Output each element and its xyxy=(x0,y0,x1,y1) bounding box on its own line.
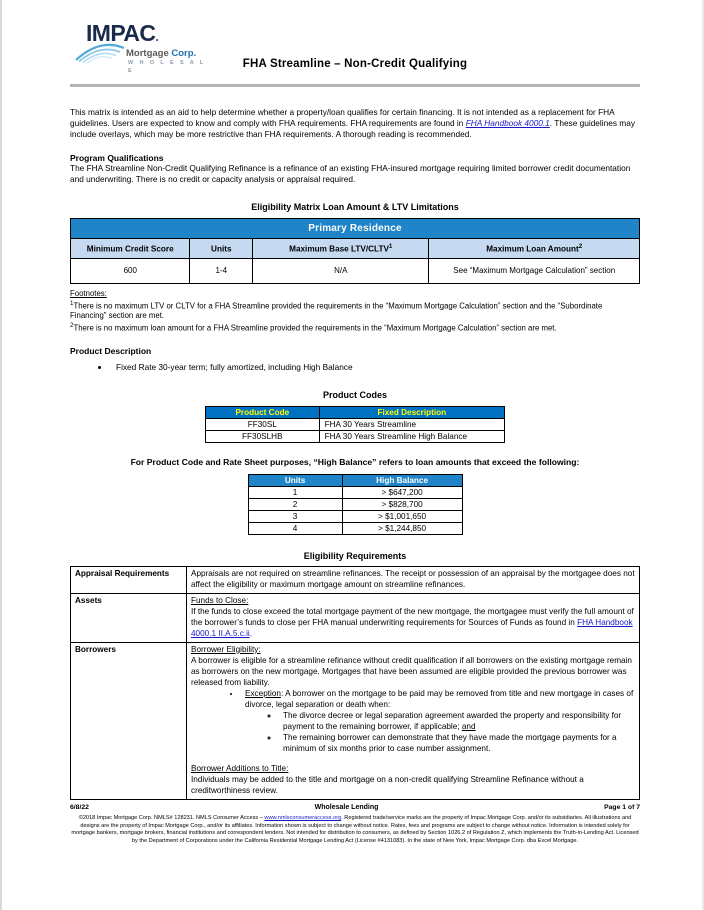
footer-date: 6/8/22 xyxy=(70,803,89,811)
program-qualifications-heading: Program Qualifications xyxy=(70,152,164,163)
product-description-list xyxy=(70,361,640,373)
table-row xyxy=(71,593,640,642)
intro-paragraph xyxy=(70,107,640,141)
high-balance-col-units: Units xyxy=(248,474,342,486)
footnote-2: $^2$There is no maximum loan amount for a FHA Streamline provided the requirements in the “Maximum Mortgage Calculation” section are met. xyxy=(70,322,557,333)
product-codes-header-row xyxy=(206,406,505,418)
list-item: • Fixed Rate 30-year term; fully amortized, including High Balance xyxy=(110,361,640,373)
eligibility-requirements-caption: Eligibility Requirements xyxy=(303,550,407,561)
product-desc-value: FHA 30 Years Streamline xyxy=(319,418,504,430)
spacer xyxy=(191,754,635,763)
borrower-exception-list xyxy=(191,688,635,754)
footer-legal-text xyxy=(70,815,640,845)
high-balance-amount: > $647,200 xyxy=(342,486,462,498)
matrix-value-loan-amount: See “Maximum Mortgage Calculation” section xyxy=(429,258,640,283)
row-label-appraisal: Appraisal Requirements xyxy=(71,566,187,593)
header-divider xyxy=(70,84,640,87)
high-balance-table xyxy=(248,474,463,535)
table-row xyxy=(71,642,640,799)
exception-label: Exception xyxy=(245,688,281,698)
footnotes-heading: Footnotes: xyxy=(70,288,107,298)
borrower-eligibility-body: A borrower is eligible for a streamline refinance without credit qualification if all borrowers on the existing mortgage remain as borrowers on the new mortgage. Mortgages that have been assumed are eligible provided the previous borrower was released from liability. xyxy=(191,655,632,687)
high-balance-units: 3 xyxy=(248,510,342,522)
table-row xyxy=(248,522,462,534)
table-row xyxy=(206,418,505,430)
table-row xyxy=(248,486,462,498)
matrix-value-ltv: N/A xyxy=(253,258,429,283)
fha-handbook-link[interactable]: FHA Handbook 4000.1 xyxy=(465,118,550,129)
high-balance-col-amount: High Balance xyxy=(342,474,462,486)
matrix-caption: Eligibility Matrix Loan Amount & LTV Limitations xyxy=(251,202,459,213)
product-codes-col-desc: Fixed Description xyxy=(319,406,504,418)
nmls-consumer-access-link[interactable]: www.nmlsconsumeraccess.org xyxy=(264,814,342,821)
borrower-additions-body: Individuals may be added to the title and mortgage on a non-credit qualifying Streamline Refinance without a creditworthiness review. xyxy=(191,774,584,795)
logo-brand-text: IMPAC. xyxy=(86,20,159,46)
borrower-additions-subheading: Borrower Additions to Title: xyxy=(191,763,289,773)
matrix-value-credit-score: 600 xyxy=(71,258,190,283)
product-codes-table xyxy=(205,406,505,443)
high-balance-amount: > $1,001,650 xyxy=(342,510,462,522)
assets-body: If the funds to close exceed the total mortgage payment of the new mortgage, the mortgagee must verify the full amount of the borrower’s funds to close per FHA manual underwriting requirements for Sources of Funds as found in FHA Handbook 4000.1 II.A.5.c.ii. xyxy=(191,606,634,638)
row-content-assets xyxy=(187,593,640,642)
eligibility-matrix-table xyxy=(70,218,640,284)
footer-page-number: Page 1 of 7 xyxy=(604,803,640,811)
table-row xyxy=(248,498,462,510)
matrix-band-row xyxy=(71,219,640,239)
high-balance-units: 2 xyxy=(248,498,342,510)
footnote-1: $^1$There is no maximum LTV or CLTV for a FHA Streamline provided the requirements in the “Maximum Mortgage Calculation” section and the “Subordinate Financing” section are met. xyxy=(70,299,603,321)
matrix-col-units: Units xyxy=(190,239,253,259)
row-label-assets: Assets xyxy=(71,593,187,642)
matrix-col-loan-amount: Maximum Loan Amount$^2$ xyxy=(429,239,640,259)
footer-center-label: Wholesale Lending xyxy=(314,803,379,811)
product-codes-caption: Product Codes xyxy=(322,389,387,400)
logo-wholesale-text: W H O L E S A L E xyxy=(128,60,206,74)
borrower-eligibility-subheading: Borrower Eligibility: xyxy=(191,644,261,654)
intro-text-part1: This matrix is intended as an aid to help determine whether a property/loan qualifies for certain financing. It is not intended as a replacement for FHA guidelines. Users are expected to know and comply with FHA requirements. FHA requirements are found in xyxy=(70,107,615,129)
legal-text-post: . Registered trade/service marks are the property of Impac Mortgage Corp. and/or its subsidiaries. All illustrations and designs are the property of Impac Mortgage Corp., and/or its affiliates. Information shown is subject to change without notice. Rates, fees and programs are subject to change without notice. Information is intended solely for mortgage bankers, mortgage brokers, financial institutions and correspondent lenders. Not intended for distribution to consumers, as defined by Section 1026.2 of Regulation Z, which implements the Truth-in-Lending Act. Licensed by the Department of Corporations under the California Residential Mortgage Lending Act (License #4131083). In the state of New York, Impac Mortgage Corp. dba Excel Mortgage. xyxy=(71,814,639,844)
table-row xyxy=(71,566,640,593)
row-label-borrowers: Borrowers xyxy=(71,642,187,799)
row-content-appraisal xyxy=(187,566,640,593)
high-balance-units: 4 xyxy=(248,522,342,534)
list-item xyxy=(241,688,635,754)
list-item: ◦ The remaining borrower can demonstrate that they have made the mortgage payments for a minimum of six months prior to case number assignment. xyxy=(279,732,635,754)
footer-row xyxy=(70,804,640,811)
eligibility-requirements-table xyxy=(70,566,640,800)
exception-text: : A borrower on the mortgage to be paid may be removed from title and new mortgage in cases of divorce, legal separation or death when: xyxy=(245,688,634,709)
document-header xyxy=(70,0,640,78)
matrix-band-label: Primary Residence xyxy=(71,219,640,239)
high-balance-lead: For Product Code and Rate Sheet purposes, “High Balance” refers to loan amounts that exceed the following: xyxy=(130,456,580,467)
legal-text-pre: ©2018 Impac Mortgage Corp. NMLS# 128231. NMLS Consumer Access – xyxy=(78,814,265,821)
product-code-value: FF30SLHB xyxy=(206,430,320,442)
list-item: ◦ The divorce decree or legal separation agreement awarded the property and responsibility for payment to the remaining borrower, if applicable; and xyxy=(279,710,635,732)
assets-subheading: Funds to Close: xyxy=(191,595,249,605)
page-title: FHA Streamline – Non-Credit Qualifying xyxy=(242,58,468,70)
matrix-col-credit-score: Minimum Credit Score xyxy=(71,239,190,259)
product-desc-value: FHA 30 Years Streamline High Balance xyxy=(319,430,504,442)
product-description-heading: Product Description xyxy=(70,345,152,356)
footnotes-block xyxy=(70,289,640,334)
matrix-col-ltv: Maximum Base LTV/CLTV$^1$ xyxy=(253,239,429,259)
matrix-value-row xyxy=(71,258,640,283)
appraisal-body: Appraisals are not required on streamline refinances. The receipt or possession of an appraisal by the mortgagee does not affect the eligibility or maximum mortgage amount on streamline refinances. xyxy=(191,568,635,589)
high-balance-amount: > $828,700 xyxy=(342,498,462,510)
table-row xyxy=(248,510,462,522)
borrower-exception-sublist xyxy=(245,710,635,754)
product-code-value: FF30SL xyxy=(206,418,320,430)
program-qualifications-body: The FHA Streamline Non-Credit Qualifying Refinance is a refinance of an existing FHA-insured mortgage requiring limited borrower credit documentation and underwriting. There is no credit or capacity analysis or appraisal required. xyxy=(70,162,631,184)
fha-handbook-section-link[interactable]: FHA Handbook 4000.1 II.A.5.c.ii xyxy=(191,617,633,638)
product-codes-col-code: Product Code xyxy=(206,406,320,418)
intro-text-part2: . These guidelines may include overlays, which may be more restrictive than FHA requirements. A thorough reading is recommended. xyxy=(70,118,635,140)
high-balance-header-row xyxy=(248,474,462,486)
matrix-header-row xyxy=(71,239,640,259)
high-balance-amount: > $1,244,850 xyxy=(342,522,462,534)
matrix-value-units: 1-4 xyxy=(190,258,253,283)
logo-subtitle: Mortgage Corp. xyxy=(126,48,197,59)
high-balance-units: 1 xyxy=(248,486,342,498)
table-row xyxy=(206,430,505,442)
row-content-borrowers xyxy=(187,642,640,799)
